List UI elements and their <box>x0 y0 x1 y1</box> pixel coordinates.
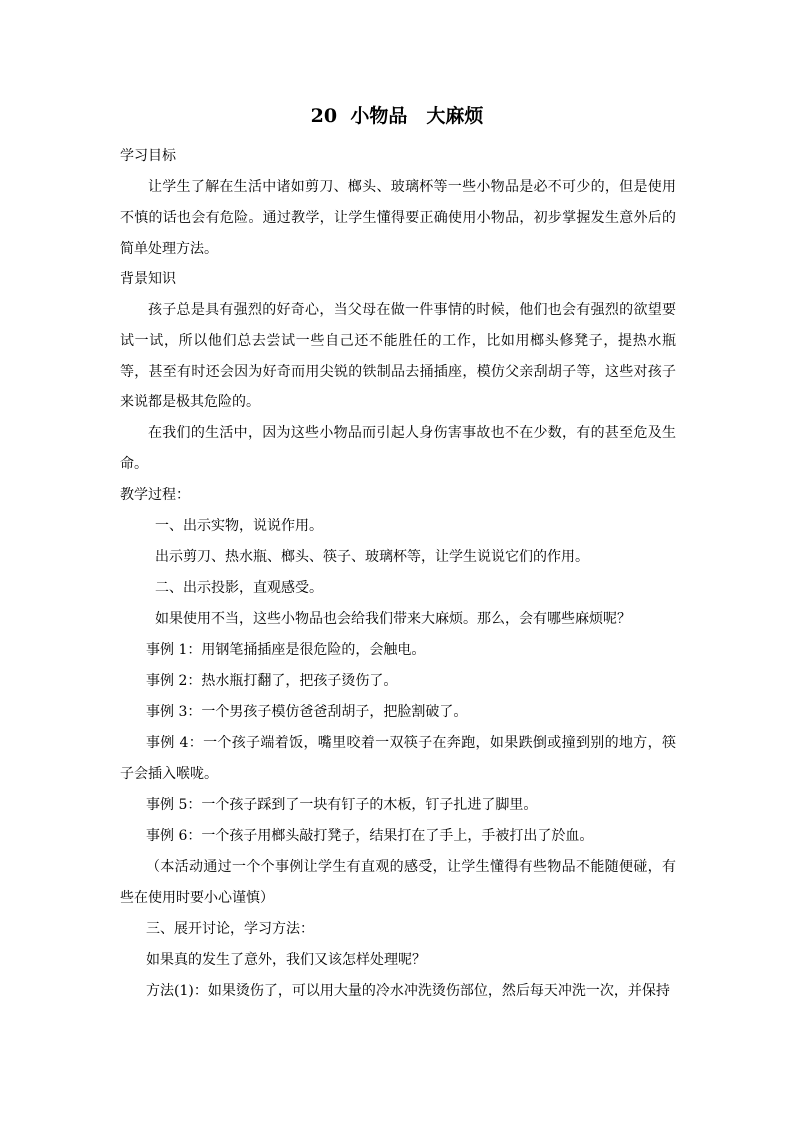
example-item: 事例 4：一个孩子端着饭，嘴里咬着一双筷子在奔跑，如果跌倒或撞到别的地方，筷子会插入喉咙。 <box>120 735 676 782</box>
process-heading: 教学过程： <box>120 487 190 503</box>
method1-text: 方法(1)：如果烫伤了，可以用大量的冷水冲洗烫伤部位，然后每天冲洗一次，并保持 <box>146 983 670 999</box>
background-paragraph-2: 在我们的生活中，因为这些小物品而引起人身伤害事故也不在少数，有的甚至危及生命。 <box>120 425 676 472</box>
background-heading: 背景知识 <box>120 271 176 287</box>
background-paragraph-1: 孩子总是具有强烈的好奇心，当父母在做一件事情的时候，他们也会有强烈的欲望要试一试，所以他们总去尝试一些自己还不能胜任的工作，比如用榔头修凳子，提热水瓶等，甚至有时还会因为好奇而用尖锐的铁制品去捅插座，模仿父亲刮胡子等，这些对孩子来说都是极其危险的。 <box>120 302 676 411</box>
step2-heading: 二、出示投影，直观感受。 <box>155 580 323 596</box>
objectives-paragraph: 让学生了解在生活中诸如剪刀、榔头、玻璃杯等一些小物品是必不可少的，但是使用不慎的话也会有危险。通过教学，让学生懂得要正确使用小物品，初步掌握发生意外后的简单处理方法。 <box>120 179 676 257</box>
example-item: 事例 2：热水瓶打翻了，把孩子烫伤了。 <box>146 673 398 689</box>
example-item: 事例 3：一个男孩子模仿爸爸刮胡子，把脸割破了。 <box>146 704 468 720</box>
step1-heading: 一、出示实物，说说作用。 <box>155 518 323 534</box>
objectives-heading: 学习目标 <box>120 148 176 164</box>
step1-text: 出示剪刀、热水瓶、榔头、筷子、玻璃杯等，让学生说说它们的作用。 <box>155 549 589 565</box>
step3-question: 如果真的发生了意外，我们又该怎样处理呢？ <box>146 952 426 968</box>
example-item: 事例 5：一个孩子踩到了一块有钉子的木板，钉子扎进了脚里。 <box>146 797 538 813</box>
step2-text: 如果使用不当，这些小物品也会给我们带来大麻烦。那么，会有哪些麻烦呢？ <box>155 611 631 627</box>
activity-note: （本活动通过一个个事例让学生有直观的感受，让学生懂得有些物品不能随便碰，有些在使用时要小心谨慎） <box>120 859 676 906</box>
example-item: 事例 1：用钢笔捅插座是很危险的，会触电。 <box>146 642 426 658</box>
example-item: 事例 6：一个孩子用榔头敲打凳子，结果打在了手上，手被打出了於血。 <box>146 828 594 844</box>
page-title: 20 小物品 大麻烦 <box>310 105 484 127</box>
step3-heading: 三、展开讨论，学习方法： <box>146 921 314 937</box>
